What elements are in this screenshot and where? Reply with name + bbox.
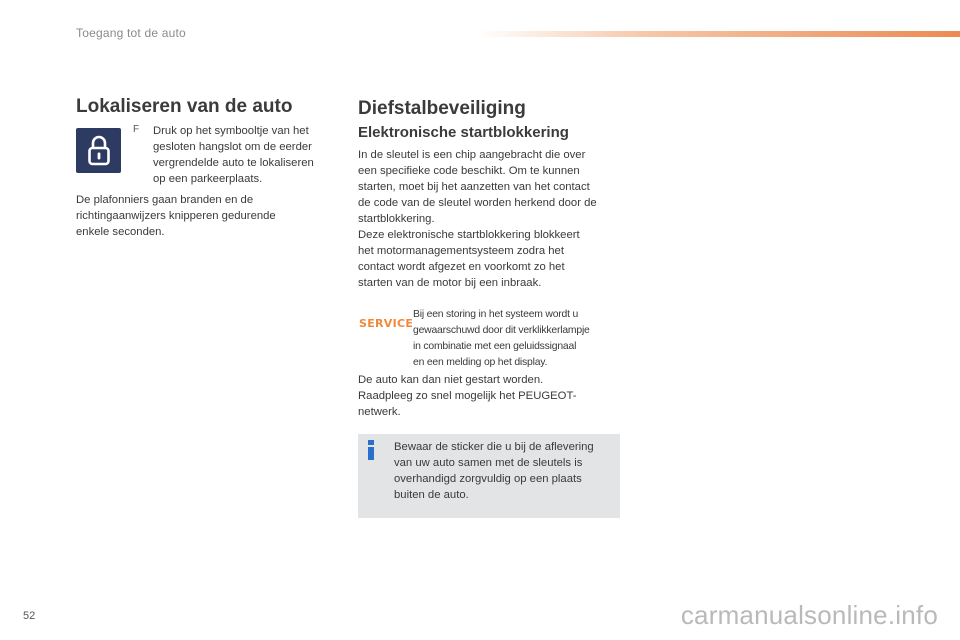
info-text: Bewaar de sticker die u bij de aflevering van uw auto samen met de sleutels is overhandigd zorgvuldig op een plaats buiten de auto. — [394, 441, 594, 501]
watermark: carmanualsonline.info — [680, 600, 938, 630]
lock-icon — [76, 128, 121, 173]
info-icon — [366, 440, 376, 460]
right-heading: Diefstalbeveiliging — [358, 98, 526, 119]
header-accent-bar — [478, 31, 960, 37]
service-warning-text: Bij een storing in het systeem wordt u gewaarschuwd door dit verklikkerlampje in combinatie met een geluidssignaal en een melding op het display. — [413, 309, 590, 368]
locate-instruction: Druk op het symbooltje van het gesloten hangslot om de eerder vergrendelde auto te lokaliseren op een parkeerplaats. — [153, 125, 314, 185]
left-heading: Lokaliseren van de auto — [76, 96, 293, 117]
failure-note: De auto kan dan niet gestart worden. Raadpleeg zo snel mogelijk het PEUGEOT- netwerk. — [358, 374, 577, 418]
chapter-title: Toegang tot de auto — [76, 26, 186, 40]
right-subheading: Elektronische startblokkering — [358, 124, 569, 141]
immobiliser-description: In de sleutel is een chip aangebracht die over een specifieke code beschikt. Om te kunnen starten, moet bij het aanzetten van het contact de code van de sleutel worden herkend door de startblokkering. Deze elektronische startblokkering blokkeert het motormanagementsysteem zodra het contact wordt afgezet en voorkomt zo het starten van de motor bij een inbraak. — [358, 149, 597, 289]
service-warning-icon: SERVICE — [359, 317, 414, 330]
page-number: 52 — [23, 610, 36, 622]
locate-note: De plafonniers gaan branden en de richtingaanwijzers knipperen gedurende enkele seconden. — [76, 194, 276, 238]
bullet-marker: F — [133, 124, 140, 135]
